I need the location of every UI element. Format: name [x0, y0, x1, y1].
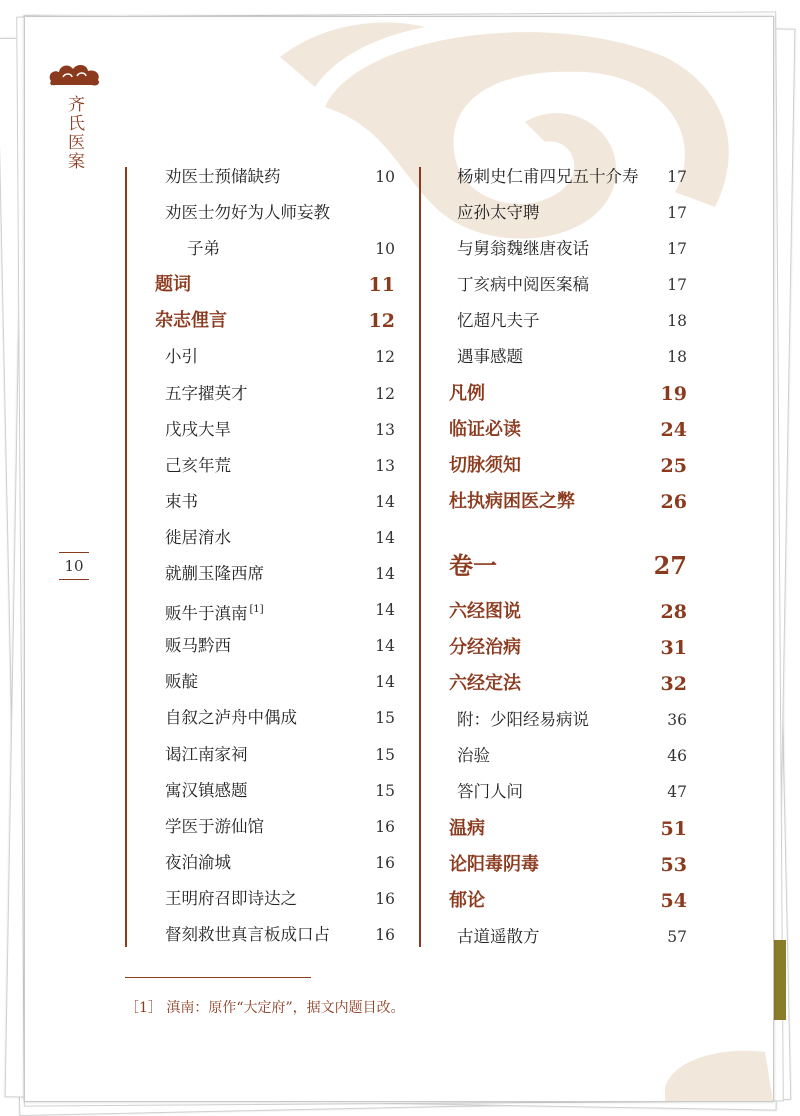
toc-entry[interactable]	[133, 267, 395, 303]
toc-entry-page: 53	[660, 853, 687, 876]
toc-left-column	[133, 159, 395, 953]
toc-entry-title: 凡例	[449, 382, 485, 404]
toc-entry-page: 10	[375, 168, 395, 186]
toc-entry-title: 临证必读	[449, 418, 521, 440]
toc-entry-title: 己亥年荒	[165, 455, 231, 475]
toc-entry-page: 17	[667, 204, 687, 223]
toc-entry-page: 36	[667, 711, 687, 730]
middle-column-rule	[419, 167, 421, 947]
toc-entry-title: 切脉须知	[449, 454, 521, 476]
toc-entry-page: 16	[375, 853, 395, 872]
toc-entry-title: 小引	[165, 347, 198, 367]
toc-entry[interactable]	[133, 412, 395, 448]
toc-entry[interactable]	[133, 484, 395, 520]
toc-entry-title: 贩牛于滇南 [1]	[165, 604, 264, 624]
toc-entry-title: 戊戌大旱	[165, 419, 231, 439]
toc-entry-page: 47	[667, 783, 687, 802]
auspicious-cloud-icon	[47, 59, 103, 89]
toc-entry-page: 28	[660, 600, 687, 623]
toc-entry[interactable]	[133, 520, 395, 556]
toc-entry-title: 答门人问	[457, 782, 523, 802]
toc-entry[interactable]	[427, 339, 687, 375]
toc-entry-page: 18	[667, 312, 687, 331]
toc-entry[interactable]	[133, 664, 395, 700]
toc-page	[24, 16, 774, 1102]
toc-entry[interactable]	[427, 883, 687, 919]
toc-entry-title: 遇事感题	[457, 347, 523, 367]
toc-entry-title: 论阳毒阴毒	[449, 853, 539, 875]
toc-entry-title: 王明府召即诗达之	[165, 888, 297, 908]
toc-entry[interactable]	[427, 159, 687, 195]
toc-entry-title: 督刻救世真言板成口占	[165, 924, 330, 944]
toc-entry-page: 15	[375, 709, 395, 728]
toc-entry-title: 治验	[457, 746, 490, 766]
toc-entry-title: 附：少阳经易病说	[457, 710, 589, 730]
toc-entry-title: 徙居淯水	[165, 527, 231, 547]
toc-entry[interactable]	[427, 847, 687, 883]
toc-entry[interactable]	[427, 666, 687, 702]
toc-entry-title: 自叙之泸舟中偶成	[165, 708, 297, 728]
toc-entry-title: 劝医士预储缺药	[165, 167, 281, 186]
toc-entry[interactable]	[427, 738, 687, 774]
toc-entry-title: 应孙太守聘	[457, 203, 540, 223]
toc-entry-title: 温病	[449, 817, 485, 839]
toc-entry[interactable]	[133, 592, 395, 628]
toc-entry-page: 17	[667, 168, 687, 186]
toc-entry[interactable]	[133, 376, 395, 412]
footnote-rule	[125, 977, 311, 978]
toc-entry[interactable]	[427, 448, 687, 484]
toc-entry-page: 15	[375, 781, 395, 800]
toc-entry-page: 32	[660, 673, 687, 696]
toc-entry-page: 14	[375, 492, 395, 511]
toc-entry[interactable]	[427, 811, 687, 847]
toc-entry-title: 贩马黔西	[165, 636, 231, 656]
toc-entry[interactable]	[427, 376, 687, 412]
toc-entry[interactable]	[133, 881, 395, 917]
toc-entry[interactable]	[427, 774, 687, 810]
toc-entry-page: 57	[667, 927, 687, 946]
toc-entry[interactable]	[133, 231, 395, 267]
toc-entry-page: 46	[667, 747, 687, 766]
toc-entry[interactable]	[133, 556, 395, 592]
toc-entry[interactable]	[427, 702, 687, 738]
toc-entry-page: 27	[653, 550, 687, 580]
toc-entry-page: 16	[375, 817, 395, 836]
toc-entry-page: 17	[667, 240, 687, 259]
toc-entry-title: 谒江南家祠	[165, 744, 248, 764]
toc-entry-title: 忆超凡夫子	[457, 311, 540, 331]
toc-entry-page: 14	[375, 637, 395, 656]
toc-entry[interactable]	[133, 339, 395, 375]
toc-entry-page: 11	[368, 274, 395, 297]
toc-entry-title: 六经图说	[449, 600, 521, 622]
toc-entry[interactable]	[133, 700, 395, 736]
toc-entry-page: 14	[375, 528, 395, 547]
toc-entry-page: 15	[375, 745, 395, 764]
toc-entry-page: 13	[375, 456, 395, 475]
toc-entry-page: 10	[375, 240, 395, 259]
toc-entry[interactable]	[427, 538, 687, 594]
toc-entry[interactable]	[427, 919, 687, 955]
toc-entry-page: 18	[667, 348, 687, 367]
toc-entry-page: 24	[660, 418, 687, 441]
toc-entry[interactable]	[133, 448, 395, 484]
book-title: 齐氏医案	[64, 95, 84, 171]
toc-entry-title: 寓汉镇感题	[165, 780, 248, 800]
toc-entry[interactable]	[427, 484, 687, 520]
toc-entry-title: 六经定法	[449, 673, 521, 695]
toc-entry[interactable]	[427, 594, 687, 630]
toc-entry[interactable]	[133, 737, 395, 773]
toc-entry-page: 12	[368, 310, 395, 333]
toc-entry-page: 14	[375, 601, 395, 620]
toc-entry-page: 31	[660, 637, 687, 660]
left-column-rule	[125, 167, 127, 947]
toc-entry[interactable]	[133, 845, 395, 881]
toc-entry-title: 子弟	[187, 239, 220, 259]
toc-entry-title: 束书	[165, 491, 198, 511]
toc-entry-title: 夜泊渝城	[165, 852, 231, 872]
toc-entry-page: 26	[660, 490, 687, 513]
toc-entry-page: 16	[375, 889, 395, 908]
toc-entry-page: 12	[375, 384, 395, 403]
toc-entry[interactable]	[133, 773, 395, 809]
toc-entry[interactable]	[133, 628, 395, 664]
toc-entry-title: 杜执病困医之弊	[449, 490, 575, 512]
toc-entry-title: 就蒯玉隆西席	[165, 564, 264, 584]
toc-entry[interactable]	[427, 303, 687, 339]
toc-entry-title: 贩靛	[165, 672, 198, 692]
toc-entry[interactable]	[427, 412, 687, 448]
toc-entry-title: 劝医士勿好为人师妄教	[165, 203, 330, 223]
toc-entry-title: 杨刺史仁甫四兄五十介寿	[457, 167, 639, 186]
toc-entry-page: 51	[660, 817, 687, 840]
footnote-marker[interactable]: [1]	[249, 604, 264, 616]
toc-entry-page: 19	[660, 382, 687, 405]
toc-entry-page: 16	[375, 925, 395, 944]
toc-right-column	[427, 159, 687, 955]
toc-entry-page: 13	[375, 420, 395, 439]
toc-entry[interactable]	[427, 630, 687, 666]
toc-entry[interactable]	[427, 195, 687, 231]
toc-entry[interactable]	[133, 159, 395, 195]
toc-entry-title: 古道遥散方	[457, 926, 540, 946]
toc-entry[interactable]	[133, 809, 395, 845]
page-number: 10	[59, 552, 89, 580]
toc-entry-title: 与舅翁魏继唐夜话	[457, 239, 589, 259]
footnote: ［1］ 滇南：原作“大定府”，据文内题目改。	[125, 1000, 405, 1016]
toc-entry[interactable]	[133, 303, 395, 339]
toc-entry-title: 卷一	[449, 550, 497, 580]
toc-entry-title: 题词	[155, 274, 191, 296]
toc-entry-title: 杂志俚言	[155, 310, 227, 332]
toc-entry-title: 丁亥病中阅医案稿	[457, 275, 589, 295]
toc-entry-title: 郁论	[449, 889, 485, 911]
toc-entry[interactable]	[427, 267, 687, 303]
toc-entry-page: 14	[375, 565, 395, 584]
toc-entry-title: 五字擢英才	[165, 383, 248, 403]
toc-entry[interactable]	[133, 195, 395, 231]
toc-entry-page: 12	[375, 348, 395, 367]
toc-entry-page: 25	[660, 454, 687, 477]
toc-entry[interactable]	[133, 917, 395, 953]
toc-entry-page: 14	[375, 673, 395, 692]
toc-entry-page: 17	[667, 276, 687, 295]
toc-entry-title: 分经治病	[449, 637, 521, 659]
toc-entry[interactable]	[427, 231, 687, 267]
toc-entry-page: 54	[660, 889, 687, 912]
toc-entry-title: 学医于游仙馆	[165, 816, 264, 836]
